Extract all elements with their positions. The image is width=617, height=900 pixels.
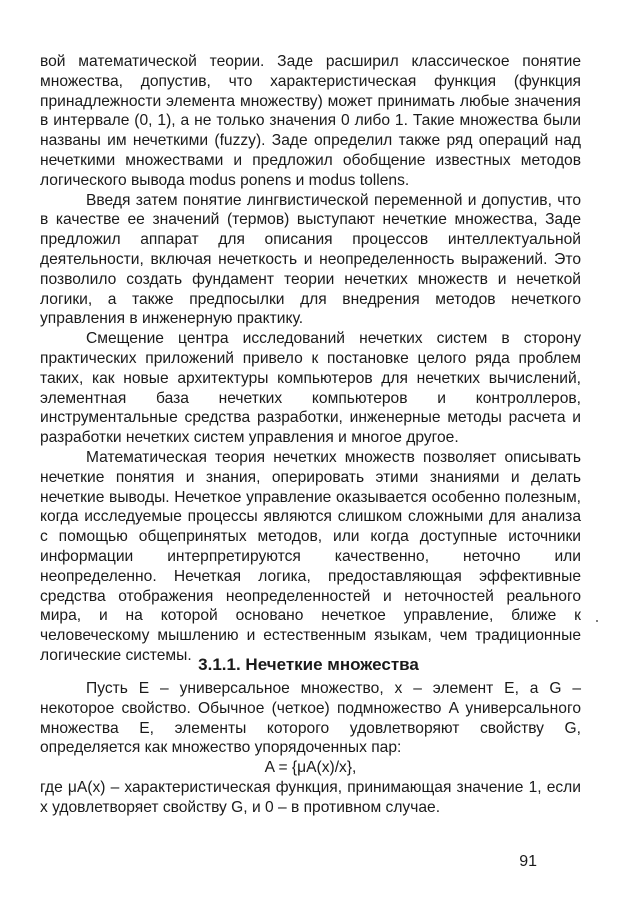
scan-speck	[596, 620, 598, 622]
paragraph-2: Введя затем понятие лингвистической переменной и допустив, что в качестве ее значений (термов) выступают нечеткие множества, Заде предложил аппарат для описания процессов интеллектуальной деятельности, включая нечеткость и неопределенность выражений. Это позволило создать фундамент теории нечетких множеств и нечеткой логики, а также предпосылки для внедрения методов нечеткого управления в инженерную практику.	[40, 191, 581, 328]
body-text-top	[40, 52, 581, 666]
paragraph-4: Математическая теория нечетких множеств позволяет описывать нечеткие понятия и знания, оперировать этими знаниями и делать нечеткие выводы. Нечеткое управление оказывается особенно полезным, когда исследуемые процессы являются слишком сложными для анализа с помощью общепринятых методов, или когда доступные источники информации интерпретируются качественно, неточно или неопределенно. Нечеткая логика, предоставляющая эффективные средства отображения неопределенностей и неточностей реального мира, и на которой основано нечеткое управление, ближе к человеческому мышлению и естественным языкам, чем традиционные логические системы.	[40, 448, 581, 664]
paragraph-3: Смещение центра исследований нечетких систем в сторону практических приложений привело к постановке целого ряда проблем таких, как новые архитектуры компьютеров для нечетких вычислений, элементная база нечетких компьютеров и контроллеров, инструментальные средства разработки, инженерные методы расчета и разработки нечетких систем управления и многое другое.	[40, 330, 581, 447]
formula: A = {μA(x)/x},	[264, 759, 357, 777]
body-text-bottom	[40, 679, 581, 818]
paragraph-5: Пусть E – универсальное множество, x – элемент E, а G – некоторое свойство. Обычное (четкое) подмножество A универсального множества E, элементы которого удовлетворяют свойству G, определяется как множество упорядоченных пар:	[40, 680, 581, 757]
paragraph-1: вой математической теории. Заде расширил классическое понятие множества, допустив, что характеристическая функция (функция принадлежности элемента множеству) может принимать любые значения в интервале (0, 1), а не только значения 0 либо 1. Такие множества были названы им нечеткими (fuzzy). Заде определил также ряд операций над нечеткими множествами и предложил обобщение известных методов логического вывода modus ponens и modus tollens.	[40, 53, 581, 189]
paragraph-6: где μA(x) – характеристическая функция, принимающая значение 1, если x удовлетворяет свойству G, и 0 – в противном случае.	[40, 778, 581, 816]
section-heading: 3.1.1. Нечеткие множества	[198, 655, 419, 674]
page-number: 91	[519, 853, 537, 870]
